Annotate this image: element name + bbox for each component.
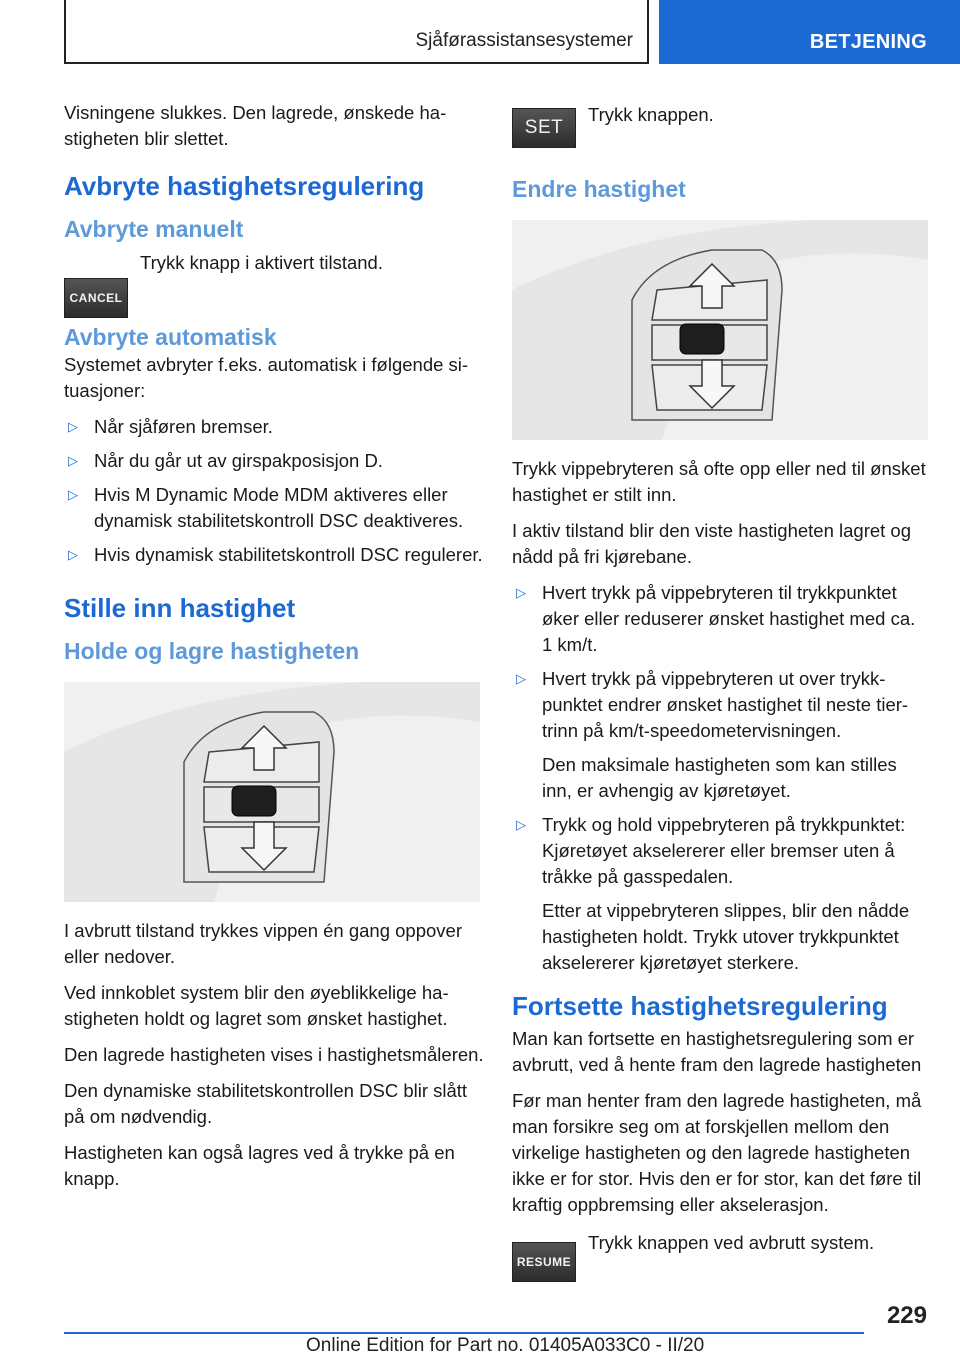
cancel-button-label: CANCEL (69, 291, 123, 305)
hold-paragraph-1: I avbrutt tilstand trykkes vippen én gang oppover eller nedover. (64, 920, 462, 967)
set-button-icon (512, 108, 576, 148)
header-chapter-title: BETJENING (809, 31, 927, 53)
set-instruction: Trykk knappen. (588, 104, 714, 125)
resume-button-row (512, 1228, 930, 1294)
set-button-row (512, 100, 930, 166)
auto-cancel-list (64, 414, 484, 568)
header-chapter-tab (659, 0, 960, 64)
rocker-switch (680, 324, 724, 354)
change-paragraph-2: I aktiv tilstand blir den viste hastigheten lagret og nådd på fri kjørebane. (512, 520, 912, 567)
list-item: ▷ Når sjåføren bremser. (64, 414, 484, 440)
intro-paragraph: Visningene slukkes. Den lagrede, ønskede hastigheten blir slettet. (64, 102, 447, 149)
triangle-bullet-icon: ▷ (516, 585, 526, 600)
page-number: 229 (886, 1302, 927, 1329)
footer-divider (64, 1332, 864, 1334)
change-paragraph-1: Trykk vippebryteren så ofte opp eller ned til ønsket hastighet er stilt inn. (512, 458, 926, 505)
heading-change-speed: Endre hastighet (512, 176, 686, 202)
header-section-title: Sjåførassistansesystemer (415, 30, 633, 51)
triangle-bullet-icon: ▷ (68, 547, 78, 562)
list-item-note: Den maksimale hastigheten som kan stilles inn, er avhengig av kjøretøyet. (542, 754, 897, 801)
change-list (512, 580, 930, 976)
hold-paragraph-5: Hastigheten kan også lagres ved å trykke på en knapp. (64, 1142, 455, 1189)
list-item: ▷ Hvis M Dynamic Mode MDM aktiveres eller dynamisk stabilitetskontroll DSC deaktiveres. (68, 484, 464, 531)
resume-paragraph-1: Man kan fortsette en hastighetsregulering som er avbrutt, ved å hente fram den lagrede hastigheten (512, 1028, 922, 1075)
resume-paragraph-2: Før man henter fram den lagrede hastigheten, må man forsikre seg om at forskjellen mellom den virkelige hastigheten og den lagrede hastigheten ikke er for stor. Hvis den er for stor, kan det føre til kraftig oppbremsing eller akselerasjon. (512, 1090, 922, 1215)
triangle-bullet-icon: ▷ (68, 453, 78, 468)
hold-paragraph-3: Den lagrede hastigheten vises i hastighetsmåleren. (64, 1044, 484, 1065)
rocker-switch (232, 786, 276, 816)
cancel-button-icon (64, 278, 128, 318)
footer-edition: Online Edition for Part no. 01405A033C0 - II/20 (306, 1335, 705, 1356)
triangle-bullet-icon: ▷ (68, 487, 78, 502)
list-item-note: Etter at vippebryteren slippes, blir den nådde hastigheten holdt. Trykk utover trykkpunktet akselererer kjøretøyet sterkere. (542, 900, 910, 973)
steering-wheel-rocker-image-2 (512, 220, 928, 440)
list-item: ▷ Når du går ut av girspakposisjon D. (64, 448, 484, 474)
list-item: ▷ Hvert trykk på vippebryteren ut over trykkpunktet endrer ønsket hastighet til neste tiertrinn på km/t-speedometervisningen. Den maksimale hastigheten som kan stilles inn, er avhengig av kjøretøyet. (512, 666, 930, 804)
resume-instruction: Trykk knappen ved avbrutt system. (588, 1232, 875, 1253)
list-item: ▷ Hvert trykk på vippebryteren til trykkpunktet øker eller reduserer ønsket hastighet med ca. 1 km/t. (516, 582, 916, 655)
heading-cancel-manual: Avbryte manuelt (64, 216, 244, 242)
list-item: ▷ Hvis dynamisk stabilitetskontroll DSC regulerer. (64, 542, 484, 568)
header-section-box (64, 0, 649, 64)
heading-cancel-automatic: Avbryte automatisk (64, 324, 277, 350)
cancel-button-row (64, 248, 484, 314)
hold-paragraph-4: Den dynamiske stabilitetskontrollen DSC blir slått på om nødvendig. (64, 1080, 468, 1127)
auto-cancel-intro: Systemet avbryter f.eks. automatisk i følgende situasjoner: (64, 354, 469, 401)
triangle-bullet-icon: ▷ (516, 817, 526, 832)
hold-paragraph-2: Ved innkoblet system blir den øyeblikkelige hastigheten holdt og lagret som ønsket hastighet. (64, 982, 449, 1029)
list-item: ▷ Trykk og hold vippebryteren på trykkpunktet: Kjøretøyet akselererer eller bremser uten å tråkke på gasspedalen. Etter at vippebryteren slippes, blir den nådde hastigheten holdt. Trykk utover trykkpunktet akselererer kjøretøyet sterkere. (512, 812, 930, 976)
left-column (64, 100, 484, 1202)
steering-wheel-rocker-image (64, 682, 480, 902)
triangle-bullet-icon: ▷ (68, 419, 78, 434)
resume-button-label: RESUME (516, 1255, 572, 1269)
heading-resume-regulation: Fortsette hastighetsregulering (512, 991, 888, 1021)
heading-hold-speed: Holde og lagre hastigheten (64, 638, 360, 664)
set-button-label: SET (524, 117, 564, 138)
heading-cancel-regulation: Avbryte hastighetsregulering (64, 171, 425, 201)
right-column (512, 100, 930, 1302)
resume-button-icon (512, 1242, 576, 1282)
triangle-bullet-icon: ▷ (516, 671, 526, 686)
heading-set-speed: Stille inn hastighet (64, 593, 296, 623)
cancel-instruction: Trykk knapp i aktivert tilstand. (140, 252, 383, 273)
